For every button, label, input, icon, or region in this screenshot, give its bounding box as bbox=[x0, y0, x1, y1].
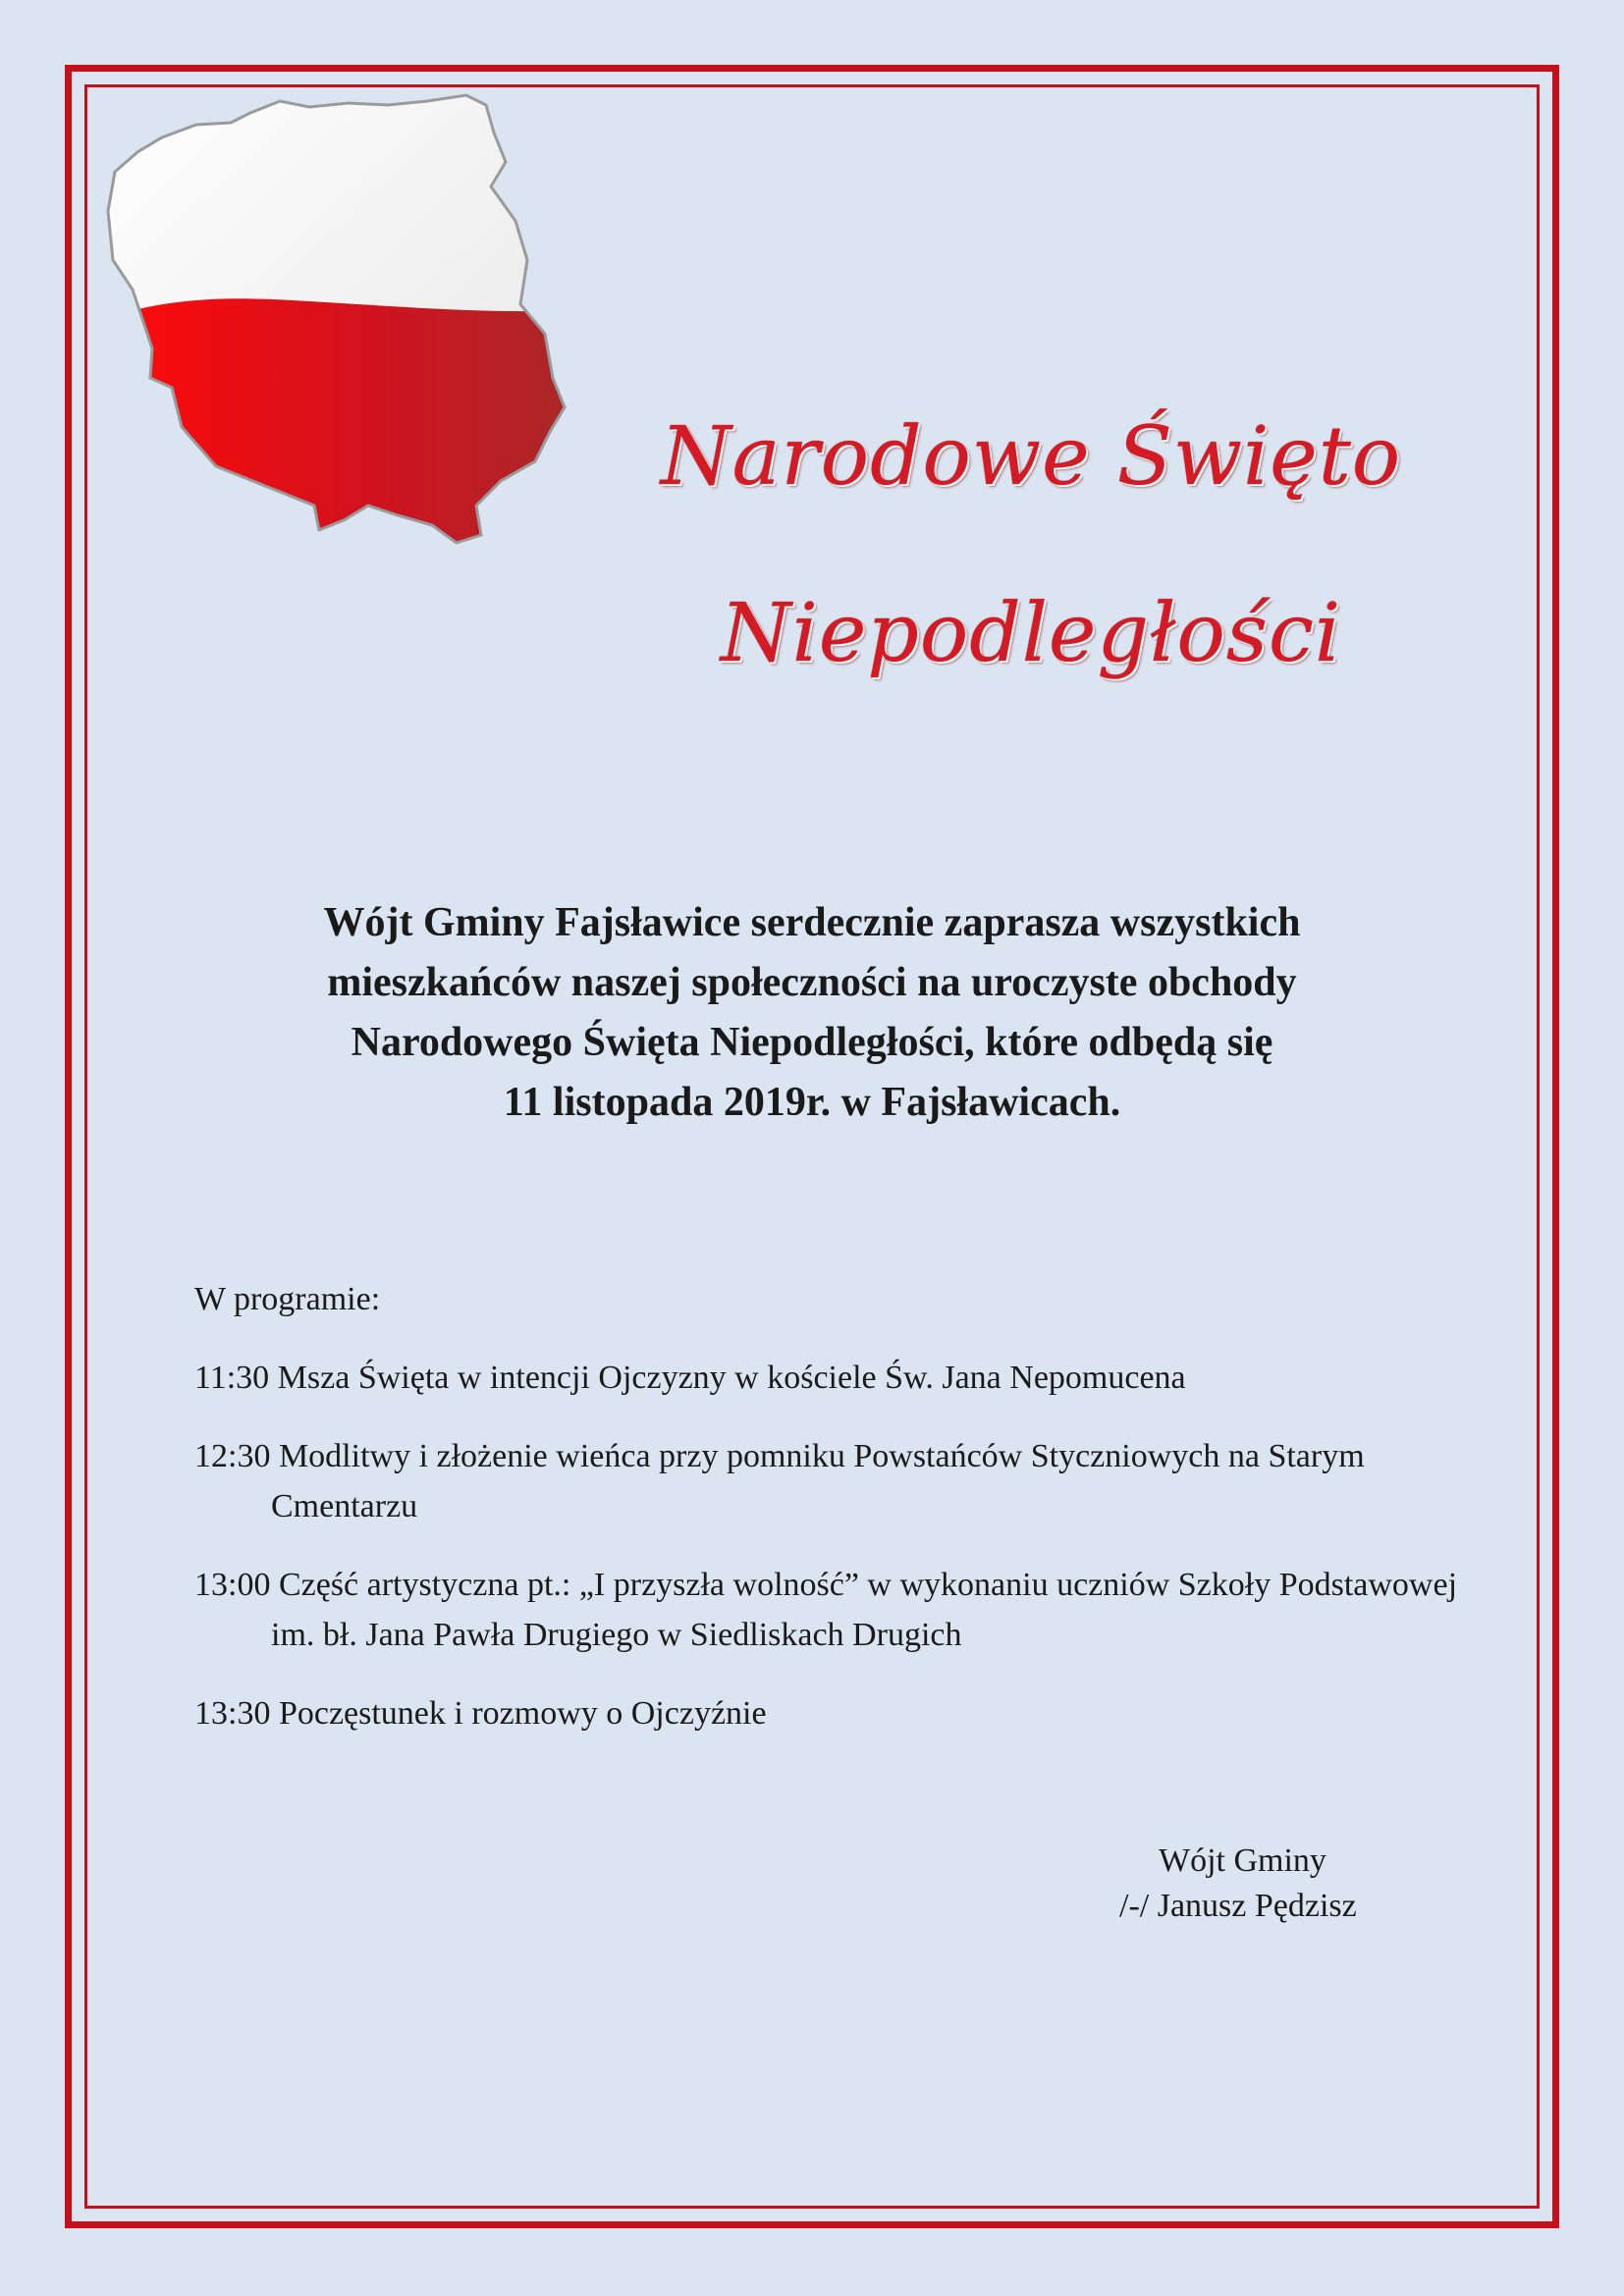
signature-role: Wójt Gminy bbox=[1159, 1842, 1326, 1879]
invitation-line: Narodowego Święta Niepodległości, które odbędą się bbox=[351, 1020, 1273, 1065]
invitation-line: mieszkańców naszej społeczności na uroczyste obchody bbox=[327, 960, 1297, 1005]
invitation-line: Wójt Gminy Fajsławice serdecznie zaprasza wszystkich bbox=[323, 900, 1301, 945]
program-item: 13:30 Poczęstunek i rozmowy o Ojczyźnie bbox=[194, 1695, 767, 1732]
signature-name: /-/ Janusz Pędzisz bbox=[1119, 1888, 1357, 1924]
title-line-1: Narodowe Święto bbox=[660, 410, 1402, 504]
program-heading: W programie: bbox=[194, 1281, 381, 1317]
invitation-line: 11 listopada 2019r. w Fajsławicach. bbox=[503, 1080, 1121, 1125]
program-section bbox=[194, 1274, 1490, 1767]
program-item: 13:00 Część artystyczna pt.: „I przyszła wolność” w wykonaniu uczniów Szkoły Podstawowej im. bł. Jana Pawła Drugiego w Siedliskach Drugich bbox=[194, 1567, 1458, 1653]
program-item: 12:30 Modlitwy i złożenie wieńca przy pomniku Powstańców Styczniowych na Starym Cmentarzu bbox=[194, 1438, 1365, 1524]
poland-flag-map-icon bbox=[103, 93, 594, 555]
invitation-text bbox=[157, 893, 1467, 1133]
title-line-2: Niepodległości bbox=[720, 587, 1342, 680]
program-item: 11:30 Msza Święta w intencji Ojczyzny w kościele Św. Jana Nepomucena bbox=[194, 1360, 1186, 1396]
signature-block bbox=[1119, 1839, 1492, 1929]
